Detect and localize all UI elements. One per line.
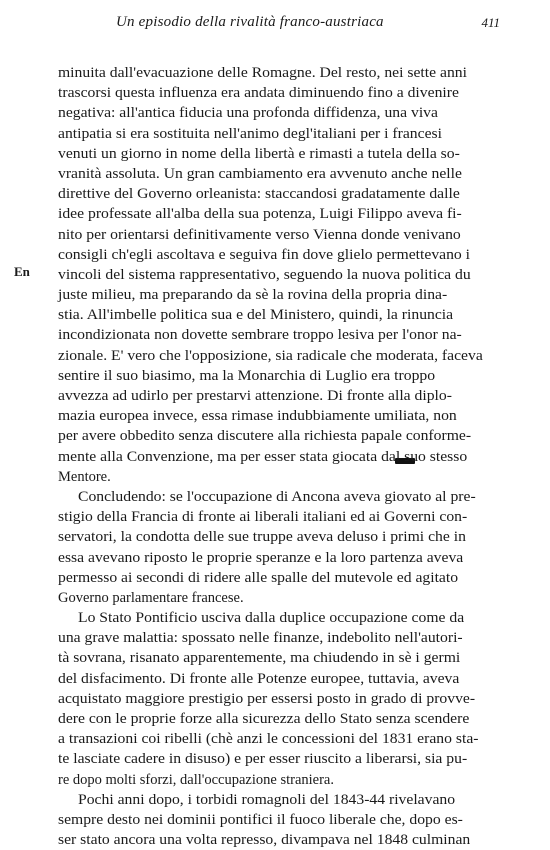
text-line: per avere obbedito senza discutere alla richiesta papale conforme-	[58, 428, 472, 445]
margin-mark: En	[14, 264, 30, 279]
page-number: 411	[481, 15, 500, 30]
text-line: una grave malattia: spossato nelle finanze, indebolito nell'autori-	[58, 630, 463, 647]
text-line: stigio della Francia di fronte ai liberali italiani ed ai Governi con-	[58, 509, 468, 526]
text-line: dere con le proprie forze alla sicurezza dello Stato senza scendere	[58, 711, 470, 727]
text-line: vranità assoluta. Un gran cambiamento era avvenuto anche nelle	[58, 165, 462, 182]
text-line: Mentore.	[58, 468, 111, 485]
text-line: consigli ch'egli ascoltava e seguiva fin dove glielo permettevano i	[58, 246, 471, 263]
running-header	[108, 14, 500, 38]
text-line: mazia europea invece, essa rimase indubbiamente umiliata, non	[58, 408, 457, 425]
text-line: te lasciate cadere in disuso) e per esser riuscito a liberarsi, sia pu-	[58, 751, 468, 768]
text-line: re dopo molti sforzi, dall'occupazione straniera.	[58, 771, 334, 788]
text-line: zionale. E' vero che l'opposizione, sia radicale che moderata, faceva	[58, 347, 483, 364]
text-line: idee professate all'alba della sua potenza, Luigi Filippo aveva fi-	[58, 206, 462, 223]
text-line: direttive del Governo orleanista: staccandosi gradatamente dalle	[58, 186, 460, 203]
text-line: negativa: all'antica fiducia una profonda diffidenza, una viva	[58, 105, 438, 122]
text-line: servatori, la condotta delle sue truppe aveva deluso i primi che in	[58, 529, 466, 546]
text-line: stia. All'imbelle politica sua e del Ministero, quindi, la rinuncia	[58, 307, 454, 324]
body-text	[58, 63, 500, 850]
text-line: avvezza ad udirlo per prestarvi attenzione. Di fronte alla diplo-	[58, 388, 452, 404]
running-title: Un episodio della rivalità franco-austriaca	[116, 14, 384, 30]
text-line: venuti un giorno in nome della libertà e rimasti a tutela della so-	[58, 145, 460, 162]
text-line: tà sovrana, risanato apparentemente, ma chiudendo in sè i germi	[58, 650, 461, 667]
text-line: permesso ai secondi di ridere alle spalle del mutevole ed agitato	[58, 569, 459, 586]
text-line: sempre desto nei dominii pontifici il fuoco liberale che, dopo es-	[58, 811, 463, 828]
text-line: del disfacimento. Di fronte alle Potenze europee, tuttavia, aveva	[58, 670, 460, 687]
text-line: mente alla Convenzione, ma per esser stata giocata dal suo stesso	[58, 448, 468, 465]
text-line: antipatia si era sostituita nell'animo degl'italiani per i francesi	[58, 125, 442, 142]
text-line: incondizionata non dovette sembrare troppo lesiva per l'onor na-	[58, 327, 462, 344]
text-line: nito per orientarsi definitivamente verso Vienna donde venivano	[58, 226, 461, 243]
text-line: sentire il suo biasimo, ma la Monarchia di Luglio era troppo	[58, 367, 436, 384]
text-line: trascorsi questa influenza era andata diminuendo fino a divenire	[58, 85, 459, 102]
text-line: vincoli del sistema rappresentativo, seguendo la nuova politica du	[58, 266, 471, 283]
text-line: Concludendo: se l'occupazione di Ancona aveva giovato al pre-	[78, 488, 476, 505]
text-line: Pochi anni dopo, i torbidi romagnoli del 1843-44 rivelavano	[78, 791, 456, 808]
text-line: acquistato maggiore prestigio per essersi posto in grado di provve-	[58, 690, 476, 707]
text-line: Lo Stato Pontificio usciva dalla duplice occupazione come da	[78, 610, 465, 627]
text-line: ser stato ancora una volta represso, divampava nel 1848 culminan	[58, 832, 471, 849]
text-line: minuita dall'evacuazione delle Romagne. Del resto, nei sette anni	[58, 65, 467, 81]
text-line: a transazioni coi ribelli (chè anzi le concessioni del 1831 erano sta-	[58, 731, 479, 748]
text-line: Governo parlamentare francese.	[58, 589, 244, 606]
text-line: juste milieu, ma preparando da sè la rovina della propria dina-	[58, 287, 448, 304]
text-line: essa avevano riposto le proprie speranze e la loro partenza aveva	[58, 549, 464, 566]
